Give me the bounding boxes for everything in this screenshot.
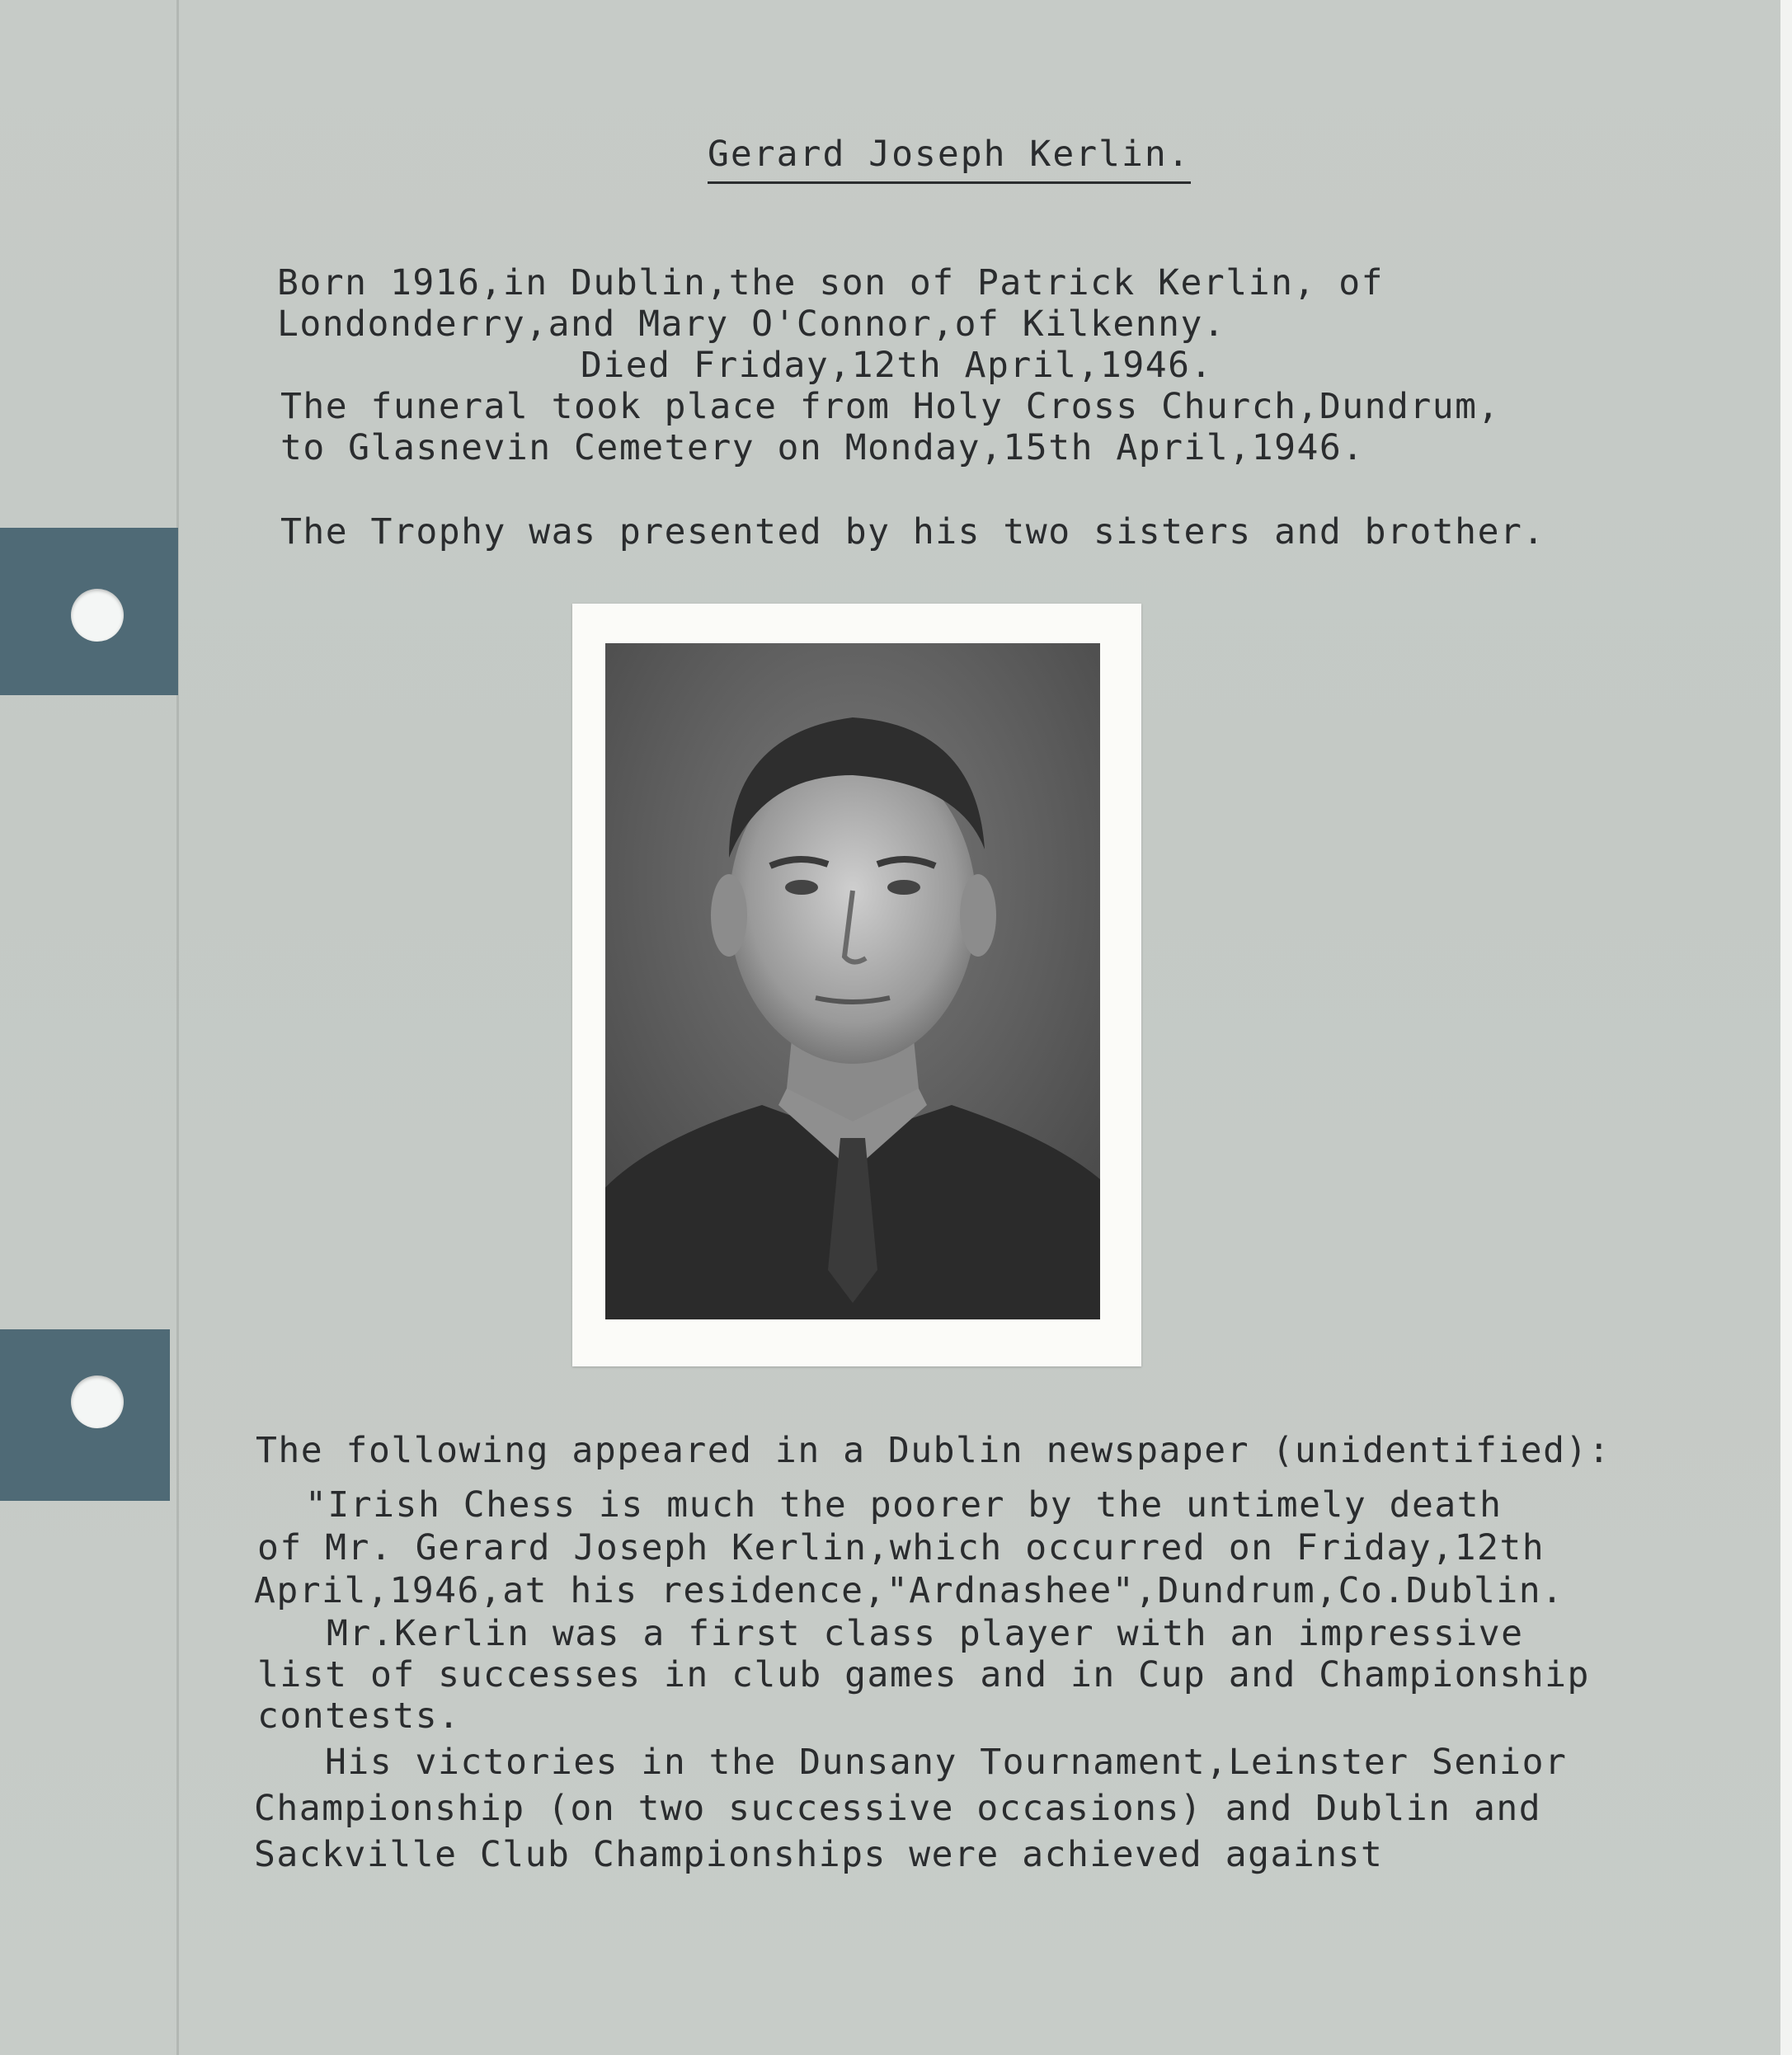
punch-hole-icon [71,589,124,642]
trophy-note: The Trophy was presented by his two sisters and brother. [280,511,1545,553]
newspaper-line-2: of Mr. Gerard Joseph Kerlin,which occurred on Friday,12th [257,1527,1545,1568]
newspaper-line-9: Sackville Club Championships were achieved against [254,1834,1384,1875]
newspaper-line-1: "Irish Chess is much the poorer by the untimely death [305,1484,1503,1526]
photo-frame [572,604,1141,1366]
bio-line-4: The funeral took place from Holy Cross Church,Dundrum, [280,386,1500,427]
page-title: Gerard Joseph Kerlin. [708,134,1191,184]
margin-line [176,0,179,2055]
bio-line-5: to Glasnevin Cemetery on Monday,15th April,1946. [280,427,1365,468]
bio-line-3: Died Friday,12th April,1946. [581,345,1213,386]
newspaper-line-4: Mr.Kerlin was a first class player with an impressive [327,1613,1524,1654]
binder-tab-top [0,528,178,695]
binder-tab-bottom [0,1329,170,1501]
newspaper-intro: The following appeared in a Dublin newspaper (unidentified): [256,1430,1611,1471]
bio-line-1: Born 1916,in Dublin,the son of Patrick Kerlin, of [277,262,1385,303]
portrait-photo [605,643,1100,1319]
bio-line-2: Londonderry,and Mary O'Connor,of Kilkenny. [277,303,1226,345]
newspaper-line-6: contests. [257,1695,461,1737]
page-edge [1780,0,1792,2055]
newspaper-line-3: April,1946,at his residence,"Ardnashee",Dundrum,Co.Dublin. [254,1570,1564,1611]
portrait-image [605,643,1100,1319]
newspaper-line-8: Championship (on two successive occasions) and Dublin and [254,1788,1542,1829]
newspaper-line-5: list of successes in club games and in Cup and Championship [257,1654,1590,1695]
punch-hole-icon [71,1375,124,1428]
newspaper-line-7: His victories in the Dunsany Tournament,Leinster Senior [325,1742,1568,1783]
